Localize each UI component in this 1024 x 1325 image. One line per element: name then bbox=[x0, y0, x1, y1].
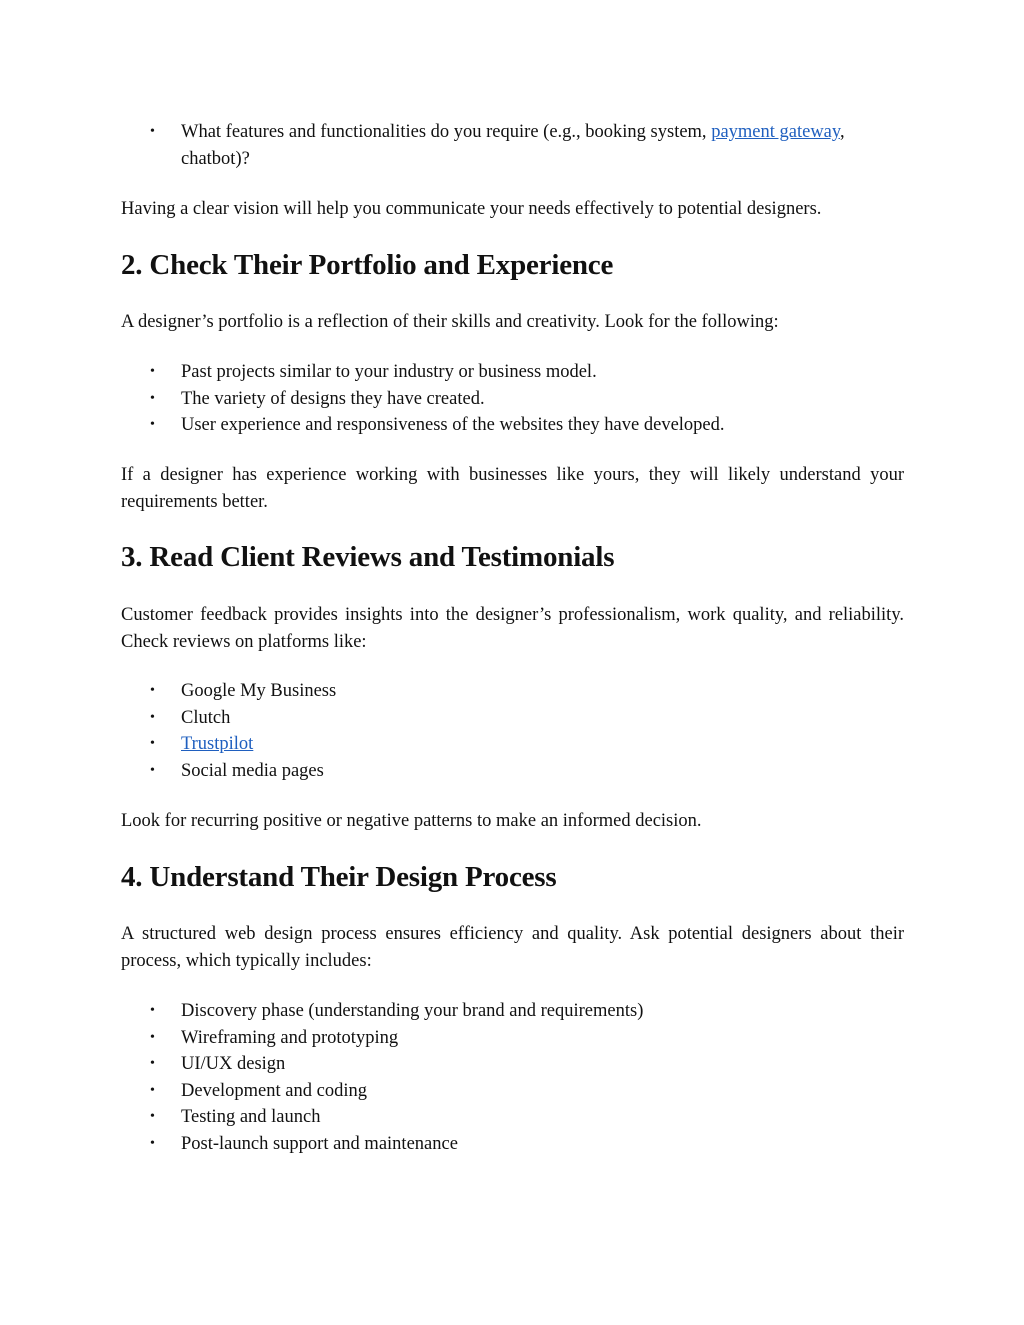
list-item: • Development and coding bbox=[121, 1078, 904, 1105]
bullet-icon: • bbox=[150, 1056, 155, 1071]
list-item: • Discovery phase (understanding your brand and requirements) bbox=[121, 998, 904, 1025]
list-item: • What features and functionalities do you require (e.g., booking system, payment gateway, chatbot)? bbox=[121, 119, 904, 172]
bullet-icon: • bbox=[150, 762, 155, 778]
bullet-icon: • bbox=[150, 124, 155, 139]
list-item: • Post-launch support and maintenance bbox=[121, 1131, 904, 1158]
trustpilot-link[interactable]: Trustpilot bbox=[181, 734, 254, 754]
bullet-icon: • bbox=[150, 1135, 155, 1151]
bullet-icon: • bbox=[150, 1003, 155, 1018]
section-2-intro: A designer’s portfolio is a reflection of their skills and creativity. Look for the following: bbox=[121, 312, 779, 332]
vision-paragraph: Having a clear vision will help you communicate your needs effectively to potential designers. bbox=[121, 199, 822, 219]
list-item bbox=[121, 731, 904, 758]
payment-gateway-link[interactable]: payment gateway bbox=[711, 122, 840, 142]
bullet-icon: • bbox=[150, 736, 155, 751]
review-platforms-list bbox=[121, 678, 904, 784]
list-item: • Wireframing and prototyping bbox=[121, 1025, 904, 1052]
section-3-outro: Look for recurring positive or negative patterns to make an informed decision. bbox=[121, 811, 702, 831]
bullet-icon: • bbox=[150, 1029, 155, 1045]
list-item: • User experience and responsiveness of the websites they have developed. bbox=[121, 412, 904, 439]
bullet-icon: • bbox=[150, 709, 155, 725]
portfolio-checklist bbox=[121, 359, 904, 439]
list-item: • Social media pages bbox=[121, 758, 904, 785]
section-2-outro: If a designer has experience working with businesses like yours, they will likely understand your requirements better. bbox=[121, 465, 904, 512]
list-item: • Past projects similar to your industry or business model. bbox=[121, 359, 904, 386]
section-3-intro: Customer feedback provides insights into the designer’s professionalism, work quality, and reliability. Check reviews on platforms like: bbox=[121, 605, 904, 652]
bullet-icon: • bbox=[150, 390, 155, 406]
list-item: • Testing and launch bbox=[121, 1104, 904, 1131]
list-item: • UI/UX design bbox=[121, 1051, 904, 1078]
list-item: • The variety of designs they have created. bbox=[121, 386, 904, 413]
bullet-icon: • bbox=[150, 1082, 155, 1098]
section-4-heading: 4. Understand Their Design Process bbox=[121, 861, 557, 893]
design-process-list bbox=[121, 998, 904, 1157]
bullet-icon: • bbox=[150, 1109, 155, 1124]
section-3-heading: 3. Read Client Reviews and Testimonials bbox=[121, 541, 615, 573]
bullet-icon: • bbox=[150, 364, 155, 379]
features-question-list bbox=[121, 119, 904, 172]
bullet-icon: • bbox=[150, 683, 155, 698]
section-4-intro: A structured web design process ensures efficiency and quality. Ask potential designers about their process, which typically includes: bbox=[121, 924, 904, 971]
list-item: • Clutch bbox=[121, 705, 904, 732]
bullet-icon: • bbox=[150, 417, 155, 432]
list-item: • Google My Business bbox=[121, 678, 904, 705]
section-2-heading: 2. Check Their Portfolio and Experience bbox=[121, 249, 614, 281]
